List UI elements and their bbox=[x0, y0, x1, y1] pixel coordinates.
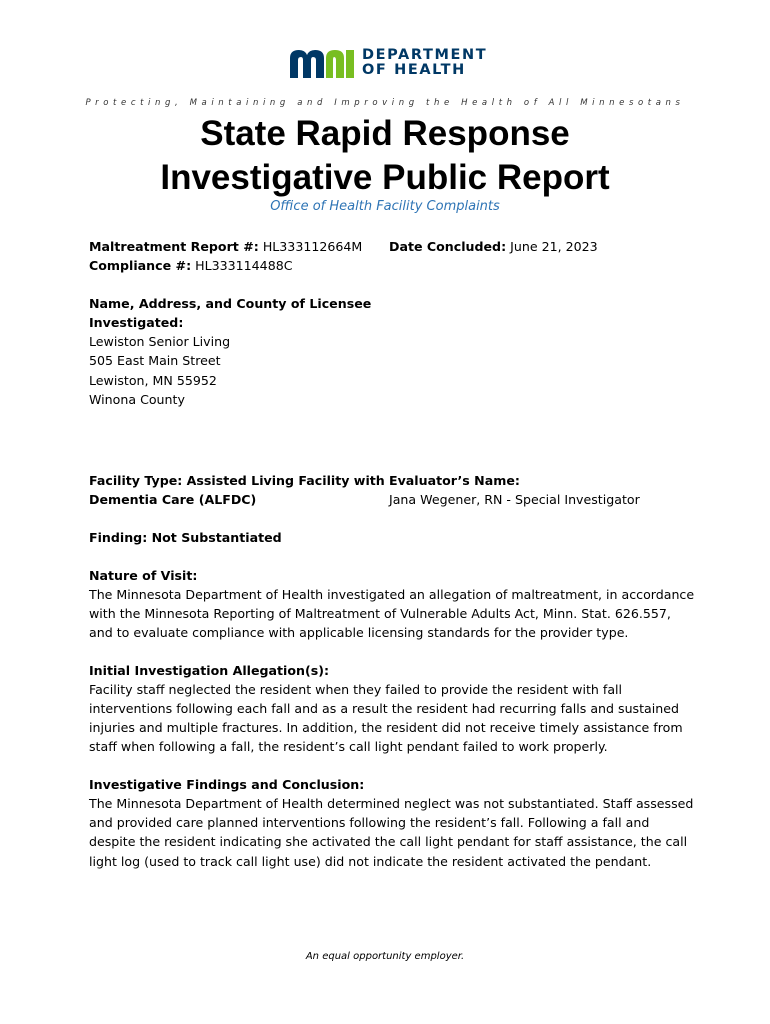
nature-line: The Minnesota Department of Health investigated an allegation of maltreatment, in accordance bbox=[89, 587, 695, 602]
licensee-city: Lewiston, MN 55952 bbox=[89, 373, 217, 388]
evaluator-value: Jana Wegener, RN - Special Investigator bbox=[389, 492, 640, 507]
finding: Finding: Not Substantiated bbox=[89, 530, 282, 545]
nature-heading: Nature of Visit: bbox=[89, 568, 198, 583]
licensee-label-line1: Name, Address, and County of Licensee bbox=[89, 296, 372, 311]
date-label: Date Concluded: bbox=[389, 239, 507, 254]
licensee-name: Lewiston Senior Living bbox=[89, 334, 231, 349]
allegation-line: interventions following each fall and as a result the resident had recurring falls and sustained bbox=[89, 701, 679, 716]
facility-type-line1: Facility Type: Assisted Living Facility with bbox=[89, 473, 385, 488]
licensee-street: 505 East Main Street bbox=[89, 353, 221, 368]
report-title-line2: Investigative Public Report bbox=[160, 158, 610, 197]
maltreatment-label: Maltreatment Report #: bbox=[89, 239, 259, 254]
licensee-county: Winona County bbox=[89, 392, 185, 407]
compliance-number bbox=[89, 256, 293, 275]
date-concluded bbox=[389, 237, 598, 256]
maltreatment-report-number bbox=[89, 237, 362, 256]
nature-line: and to evaluate compliance with applicable licensing standards for the provider type. bbox=[89, 625, 629, 640]
nature-line: with the Minnesota Reporting of Maltreatment of Vulnerable Adults Act, Minn. Stat. 626.557, bbox=[89, 606, 671, 621]
allegation-line: staff when following a fall, the resident’s call light pendant failed to work properly. bbox=[89, 739, 608, 754]
findings-line: despite the resident indicating she activated the call light pendant for staff assistance, the call bbox=[89, 834, 688, 849]
allegation-heading: Initial Investigation Allegation(s): bbox=[89, 663, 330, 678]
allegation-line: Facility staff neglected the resident when they failed to provide the resident with fall bbox=[89, 682, 623, 697]
licensee-label-line2: Investigated: bbox=[89, 315, 184, 330]
report-subtitle: Office of Health Facility Complaints bbox=[270, 199, 500, 214]
findings-heading: Investigative Findings and Conclusion: bbox=[89, 777, 365, 792]
compliance-value: HL333114488C bbox=[195, 258, 293, 273]
findings-line: and provided care planned interventions following the resident’s fall. Following a fall and bbox=[89, 815, 650, 830]
of-health-label: OF HEALTH bbox=[362, 62, 466, 78]
department-label: DEPARTMENT bbox=[362, 47, 488, 63]
mn-logo-icon bbox=[290, 48, 356, 80]
tagline: Protecting, Maintaining and Improving the Health of All Minnesotans bbox=[85, 98, 685, 108]
evaluator-label: Evaluator’s Name: bbox=[389, 473, 520, 488]
footer-text: An equal opportunity employer. bbox=[305, 951, 465, 962]
date-value: June 21, 2023 bbox=[510, 239, 598, 254]
compliance-label: Compliance #: bbox=[89, 258, 192, 273]
mdh-logo bbox=[290, 46, 490, 82]
maltreatment-value: HL333112664M bbox=[262, 239, 363, 254]
report-title-line1: State Rapid Response bbox=[200, 114, 570, 153]
findings-line: light log (used to track call light use) did not indicate the resident activated the pendant. bbox=[89, 854, 652, 869]
findings-line: The Minnesota Department of Health determined neglect was not substantiated. Staff assessed bbox=[89, 796, 694, 811]
facility-type-line2: Dementia Care (ALFDC) bbox=[89, 492, 257, 507]
allegation-line: injuries and multiple fractures. In addition, the resident did not receive timely assistance from bbox=[89, 720, 683, 735]
